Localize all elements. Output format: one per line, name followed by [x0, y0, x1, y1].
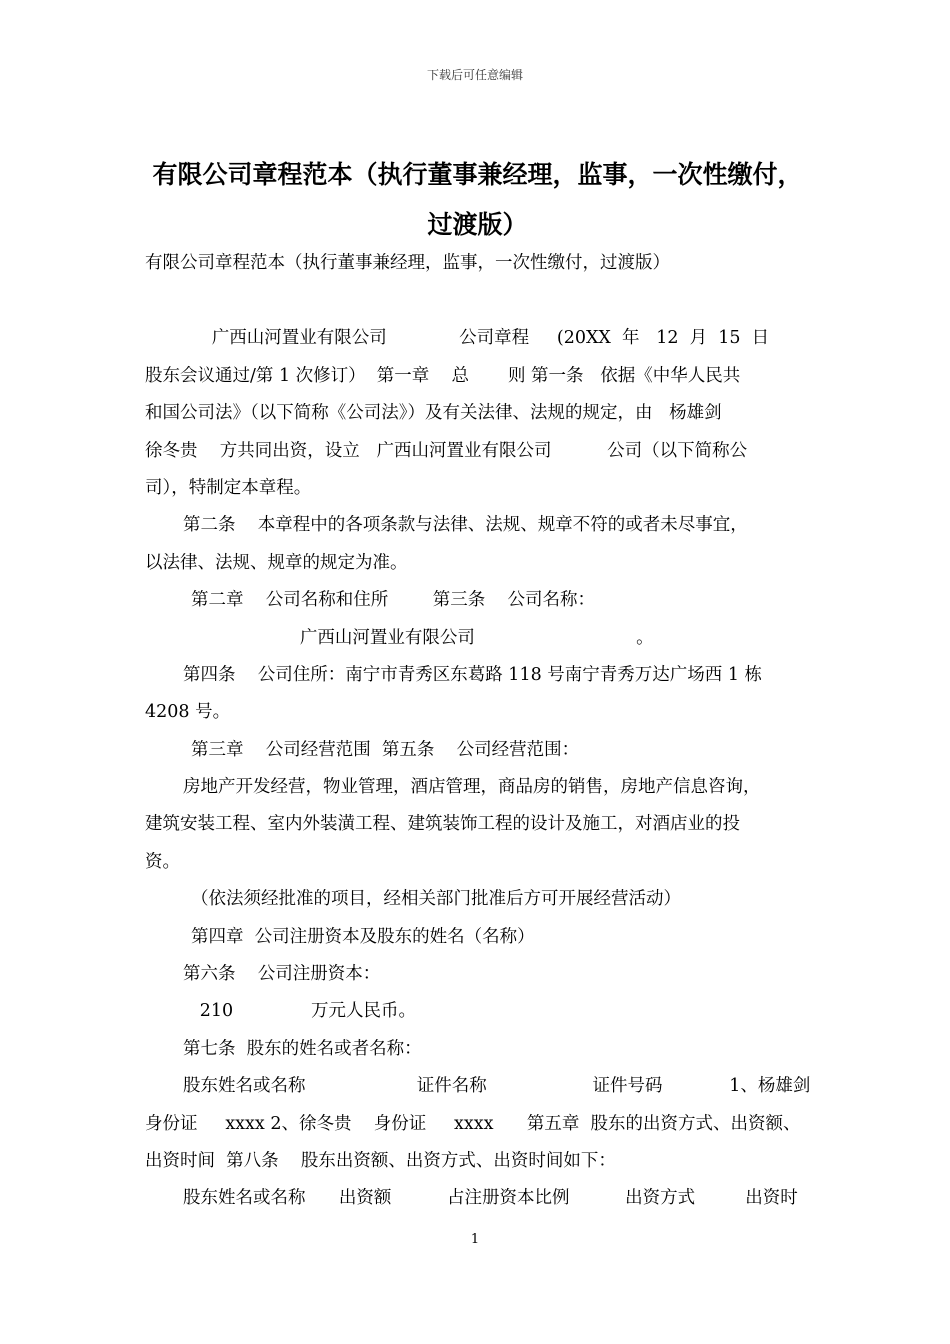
text-line: 4208 号。	[145, 702, 231, 723]
text-line: 司），特制定本章程。	[145, 477, 312, 498]
text-line: 210 万元人民币。	[183, 1001, 416, 1022]
text-line: 资。	[145, 851, 180, 872]
text-line: 第三章 公司经营范围 第五条 公司经营范围：	[191, 739, 580, 760]
text-line: （依法须经批准的项目，经相关部门批准后方可开展经营活动）	[191, 889, 681, 910]
text-line: 第二章 公司名称和住所 第三条 公司名称：	[191, 590, 596, 611]
document-body	[145, 245, 810, 1218]
page-number: 1	[470, 1232, 480, 1247]
text-line: 有限公司章程范本（执行董事兼经理，监事，一次性缴付，过渡版）	[145, 253, 670, 273]
title-line-1: 有限公司章程范本（执行董事兼经理，监事，一次性缴付，	[152, 160, 803, 189]
text-line: 第四条 公司住所：南宁市青秀区东葛路 118 号南宁青秀万达广场西 1 栋	[183, 664, 763, 685]
text-line: 身份证 xxxx 2、徐冬贵 身份证 xxxx 第五章 股东的出资方式、出资额、	[145, 1113, 801, 1134]
text-line: 徐冬贵 方共同出资，设立 广西山河置业有限公司 公司（以下简称公	[145, 440, 748, 461]
text-line: 广西山河置业有限公司 。	[183, 627, 654, 648]
text-line: 和国公司法》（以下简称《公司法》）及有关法律、法规的规定，由 杨雄剑	[145, 403, 722, 424]
text-line: 第四章 公司注册资本及股东的姓名（名称）	[191, 926, 535, 947]
title-line-2: 过渡版）	[427, 210, 528, 239]
text-line: 股东姓名或名称 出资额 占注册资本比例 出资方式 出资时	[183, 1188, 798, 1209]
blank-line	[145, 282, 810, 320]
text-line: 股东会议通过/第 1 次修订） 第一章 总 则 第一条 依据《中华人民共	[145, 365, 741, 386]
text-line: 出资时间 第八条 股东出资额、出资方式、出资时间如下：	[145, 1150, 616, 1171]
text-line: 房地产开发经营，物业管理，酒店管理，商品房的销售，房地产信息咨询，	[183, 777, 761, 798]
text-line: 股东姓名或名称 证件名称 证件号码 1、杨雄剑	[183, 1076, 810, 1097]
page-header: 下载后可任意编辑	[426, 68, 523, 82]
text-line: 广西山河置业有限公司 公司章程 (20XX 年 12 月 15 日	[145, 328, 770, 349]
text-line: 建筑安装工程、室内外装潢工程、建筑装饰工程的设计及施工，对酒店业的投	[145, 814, 740, 835]
document-title	[145, 150, 810, 250]
text-line: 第二条 本章程中的各项条款与法律、法规、规章不符的或者未尽事宜，	[183, 515, 748, 536]
text-line: 以法律、法规、规章的规定为准。	[145, 552, 408, 573]
text-line: 第六条 公司注册资本：	[183, 964, 381, 985]
text-line: 第七条 股东的姓名或者名称：	[183, 1038, 422, 1059]
